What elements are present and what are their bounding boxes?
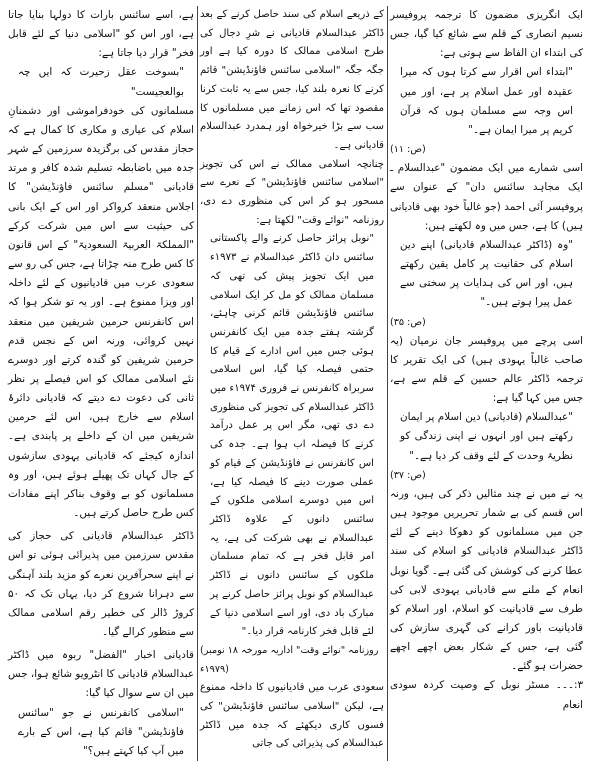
paragraph: ڈاکٹر عبدالسلام قادیانی کی حجاز کی مقدس سرزمین میں پذیرائی ہوئی تو اس نے اپنے سحرآفرین نعرے کو مزید بلند آہنگی سے دہرانا شروع کر دیا، یہاں تک کہ ۵۰ کروڑ ڈالر کی خطیر رقم اسلامی ممالک سے منظور کرالے گیا۔	[8, 530, 194, 638]
paragraph: اسی شمارے میں ایک مضمون "عبدالسلام ـ ایک مجاہد سائنس دان" کے عنوان سے پروفیسر آئی احمد (جو غالباً خود بھی قادیانی ہیں) کا ہے، جس میں وہ لکھتے ہیں:	[390, 162, 583, 232]
paragraph: اسی پرچے میں پروفیسر جان نرمیان (یہ صاحب غالباً یہودی ہیں) کی ایک تقریر کا ترجمہ ڈاکٹر عالم حسین کے قلم سے ہے، جس میں کہا گیا ہے:	[390, 334, 583, 405]
quotation: "عبدالسلام (قادیانی) دین اسلام پر ایمان رکھتے ہیں اور انہوں نے اپنی زندگی کو نظریۂ وحدت کے لئے وقف کر دیا ہے۔"	[400, 411, 573, 462]
paragraph: ہے، اسے سائنس بارات کا دولہا بنایا جاتا ہے، اور اس کو "اسلامی دنیا کے لئے قابل فخر" قرار دیا جاتا ہے:	[8, 9, 194, 60]
source-reference: (روزنامہ "نوائے وقت" اداریہ مورخہ ۱۸ نومبر ۱۹۷۹ء)	[200, 644, 379, 675]
quotation: "نوبل پرائز حاصل کرنے والے پاکستانی سائنس دان ڈاکٹر عبدالسلام نے ۱۹۷۳ء میں ایک تجویز پیش کی تھی کہ مسلمان ممالک کو مل کر ایک اسلامی سائنس فاؤنڈیشن قائم کرنی چاہئے، گزشتہ ہفتے جدہ میں ایک کانفرنس ہوئی جس میں اس ادارے کے قیام کا حتمی فیصلہ کیا گیا، اس اسلامی سربراہ کانفرنس نے فروری ۱۹۷۴ء میں ڈاکٹر عبدالسلام کی تجویز کی منظوری دے دی تھی، مگر اس پر عمل درآمد کرنے کا فیصلہ اب ہوا ہے۔ جدہ کی اس کانفرنس نے فاؤنڈیشن کے قیام کو عملی صورت دینے کا فیصلہ کیا ہے، اس میں دوسرے اسلامی ملکوں کے سائنس دانوں کے علاوہ ڈاکٹر عبدالسلام نے بھی شرکت کی ہے، یہ امر قابل فخر ہے کہ تمام مسلمان ملکوں کے سائنس دانوں نے ڈاکٹر عبدالسلام کو نوبل پرائز حاصل کرنے پر مبارک باد دی، اور اسے اسلامی دنیا کے لئے قابل فخر کارنامہ قرار دیا۔"	[210, 233, 374, 638]
quotation: "وہ (ڈاکٹر عبدالسلام قادیانی) اپنے دین اسلام کی حقانیت پر کامل یقین رکھتے ہیں، اور اس کی ہدایات پر سختی سے عمل پیرا ہوتے ہیں۔"	[400, 238, 573, 309]
section-heading: ۳:۔۔۔ مسٹر نوبل کے وصیت کردہ سودی انعام	[390, 679, 583, 711]
page-reference: (ص: ۳۷)	[390, 469, 426, 481]
page-reference: (ص: ۳۵)	[390, 316, 426, 328]
column-divider	[387, 6, 388, 761]
column-right	[390, 6, 583, 715]
verse-quotation: "بسوخت عقل زحیرت کہ ایں چہ بوالعجیست"	[18, 66, 184, 98]
column-left	[8, 6, 194, 761]
paragraph: قادیانی اخبار "الفضل" ربوہ میں ڈاکٹر عبدالسلام قادیانی کا انٹرویو شائع ہوا، جس میں ان سے سوال کیا گیا:	[8, 649, 194, 700]
paragraph: مسلمانوں کی خودفراموشی اور دشمنانِ اسلام کی عیاری و مکاری کا کمال ہے کہ حجاز مقدس کی برگزیدہ سرزمین کے شہر جدہ میں باضابطہ تسلیم شدہ کافر و مرتد قادیانی "مسلم سائنس فاؤنڈیشن" کا اجلاس منعقد کرواکر اور اس کے ایک بانی کی حیثیت سے اس میں شرکت کرکے "المملکۃ العربیۃ السعودیۃ" کے اس قانون کا کس طرح منہ چڑاتا ہے، جس کی رو سے سعودی عرب میں قادیانیوں کے لئے داخلہ اور ویزا ممنوع ہے۔ اور یہ تو شکر ہوا کہ اس کانفرنس حرمین شریفین میں منعقد نہیں کروائی، ورنہ اس کے نجس قدم حرمین شریفین کو گندہ کرتے اور دوسرے نئے اسلامی ممالک کو اس فیصلے پر نظر ثانی کی دعوت دے دیتے کہ قادیانی دائرۂ اسلام سے خارج ہیں، اس لئے حرمین شریفین میں ان کے داخلے پر پابندی ہے۔ اندازہ کیجئے کہ قادیانی یہودی سازشوں کے جال کہاں تک پھیلے ہوئے ہیں، اور وہ مسلمانوں کو بے وقوف بناکر اپنے مفادات کس طرح حاصل کرتے ہیں۔	[8, 104, 194, 520]
paragraph: کے ذریعے اسلام کی سند حاصل کرنے کے بعد ڈاکٹر عبدالسلام قادیانی نے شرِ دجال کی طرح اسلامی ممالک کا دورہ کیا ہے اور جگہ جگہ "اسلامی سائنس فاؤنڈیشن" قائم کرنے کا نعرہ بلند کیا، جس سے یہ ثابت کرنا مقصود تھا کہ اس زمانے میں مسلمانوں کا سب سے بڑا خیرخواہ اور ہمدرد عبدالسلام قادیانی ہے۔	[200, 9, 384, 151]
paragraph: ایک انگریزی مضمون کا ترجمہ پروفیسر نسیم انصاری کے قلم سے شائع کیا گیا، جس کی ابتداء ان الفاظ سے ہوتی ہے:	[390, 9, 583, 60]
quotation: "اسلامی کانفرنس نے جو "سائنس فاؤنڈیشن" قائم کیا ہے، اس کے بارے میں آپ کیا کہتے ہیں؟"	[18, 706, 184, 757]
paragraph: چنانچہ اسلامی ممالک نے اس کی تجویز "اسلامی سائنس فاؤنڈیشن" کے نعرے سے مسحور ہو کر اس کی منظوری دے دی، روزنامہ "نوائے وقت" لکھتا ہے:	[200, 158, 384, 226]
paragraph: سعودی عرب میں قادیانیوں کا داخلہ ممنوع ہے، لیکن "اسلامی سائنس فاؤنڈیشن" کی فسوں کاری دیکھئے کہ جدہ میں ڈاکٹر عبدالسلام کی پذیرائی کی جاتی	[200, 682, 384, 750]
column-middle	[200, 6, 384, 754]
page-reference: (ص: ۱۱)	[390, 144, 426, 156]
column-divider	[197, 6, 198, 761]
paragraph: یہ نے میں نے چند مثالیں ذکر کی ہیں، ورنہ اس قسم کی بے شمار تحریریں موجود ہیں جن میں مسلمانوں کو دھوکا دینے کے لئے ڈاکٹر عبدالسلام قادیانی کو اسلام کی سند عطا کرنے کی کوشش کی گئی ہے۔ گویا نوبل انعام کے ملنے سے قادیانی یہودی لابی کی طرف سے قادیانیت کو اسلام، اور اسلام کو قادیانیت باور کرانے کی گہری سازش کی گئی ہے، جس کے شکار بعض اچھے اچھے حضرات ہو گئے۔	[390, 487, 583, 673]
quotation: "ابتداء اس اقرار سے کرتا ہوں کہ میرا عقیدہ اور عمل اسلام پر ہے، اور میں اس وجہ سے مسلمان ہوں کہ قرآن کریم پر میرا ایمان ہے۔"	[400, 66, 573, 136]
